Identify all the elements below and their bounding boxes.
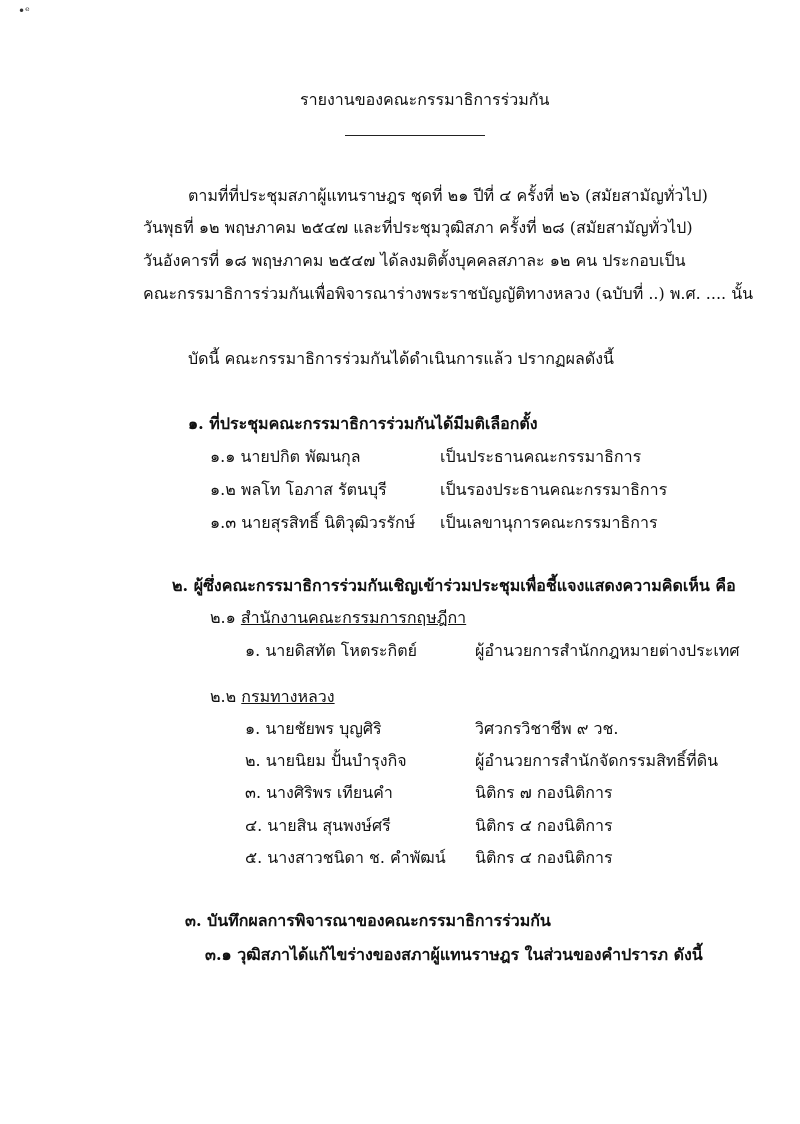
- committee-member-role: เป็นเลขานุการคณะกรรมาธิการ: [440, 513, 658, 532]
- invitee-role: วิศวกรวิชาชีพ ๙ วช.: [475, 719, 619, 738]
- invitee-role: นิติกร ๗ กองนิติการ: [475, 783, 613, 802]
- invitee-name: ๑. นายชัยพร บุญศิริ: [245, 719, 382, 738]
- intro-line-1: ตามที่ที่ประชุมสภาผู้แทนราษฎร ชุดที่ ๒๑ ปีที่ ๔ ครั้งที่ ๒๖ (สมัยสามัญทั่วไป): [188, 186, 708, 205]
- committee-member-name: ๑.๓ นายสุรสิทธิ์ นิติวุฒิวรรักษ์: [210, 513, 416, 532]
- committee-member-role: เป็นประธานคณะกรรมาธิการ: [440, 447, 642, 466]
- committee-member-name: ๑.๑ นายปกิต พัฒนกุล: [210, 447, 361, 466]
- invitee-role: นิติกร ๔ กองนิติการ: [475, 816, 613, 835]
- invitee-name: ๓. นางศิริพร เทียนคำ: [245, 783, 393, 802]
- section-3-heading: ๓. บันทึกผลการพิจารณาของคณะกรรมาธิการร่วมกัน: [185, 911, 551, 930]
- section-2-heading: ๒. ผู้ซึ่งคณะกรรมาธิการร่วมกันเชิญเข้าร่วมประชุมเพื่อชี้แจงแสดงความคิดเห็น คือ: [172, 576, 736, 595]
- invitee-role: ผู้อำนวยการสำนักกฎหมายต่างประเทศ: [475, 641, 740, 660]
- corner-mark: •ᵉ: [18, 4, 30, 18]
- section-3-1-line: ๓.๑ วุฒิสภาได้แก้ไขร่างของสภาผู้แทนราษฎร ในส่วนของคำปรารภ ดังนี้: [205, 945, 703, 964]
- invitee-role: ผู้อำนวยการสำนักจัดกรรมสิทธิ์ที่ดิน: [475, 751, 719, 770]
- committee-member-role: เป็นรองประธานคณะกรรมาธิการ: [440, 480, 668, 499]
- group-prefix: ๒.๒: [210, 687, 237, 706]
- invitee-role: นิติกร ๔ กองนิติการ: [475, 848, 613, 867]
- invitee-name: ๕. นางสาวชนิดา ช. คำพัฒน์: [245, 848, 446, 867]
- intro-line-4: คณะกรรมาธิการร่วมกันเพื่อพิจารณาร่างพระราชบัญญัติทางหลวง (ฉบับที่ ..) พ.ศ. .... นั้น: [143, 284, 754, 303]
- group-label: สำนักงานคณะกรรมการกฤษฎีกา: [240, 608, 467, 627]
- page-title: รายงานของคณะกรรมาธิการร่วมกัน: [300, 90, 550, 109]
- title-underline-divider: [345, 135, 485, 136]
- group-label: กรมทางหลวง: [241, 687, 335, 706]
- status-line: บัดนี้ คณะกรรมาธิการร่วมกันได้ดำเนินการแล้ว ปรากฏผลดังนี้: [188, 349, 614, 368]
- group-2-2-heading: [210, 685, 335, 710]
- group-2-1-heading: [210, 606, 466, 631]
- committee-member-name: ๑.๒ พลโท โอภาส รัตนบุรี: [210, 480, 387, 499]
- invitee-name: ๔. นายสิน สุนพงษ์ศรี: [245, 816, 391, 835]
- intro-line-3: วันอังคารที่ ๑๘ พฤษภาคม ๒๕๔๗ ได้ลงมติตั้งบุคคลสภาละ ๑๒ คน ประกอบเป็น: [143, 251, 686, 270]
- section-1-heading: ๑. ที่ประชุมคณะกรรมาธิการร่วมกันได้มีมติเลือกตั้ง: [188, 414, 538, 433]
- invitee-name: ๑. นายดิสทัต โหตระกิตย์: [245, 641, 417, 660]
- group-prefix: ๒.๑: [210, 608, 236, 627]
- invitee-name: ๒. นายนิยม ปั้นบำรุงกิจ: [245, 751, 407, 770]
- intro-line-2: วันพุธที่ ๑๒ พฤษภาคม ๒๕๔๗ และที่ประชุมวุฒิสภา ครั้งที่ ๒๘ (สมัยสามัญทั่วไป): [143, 218, 693, 237]
